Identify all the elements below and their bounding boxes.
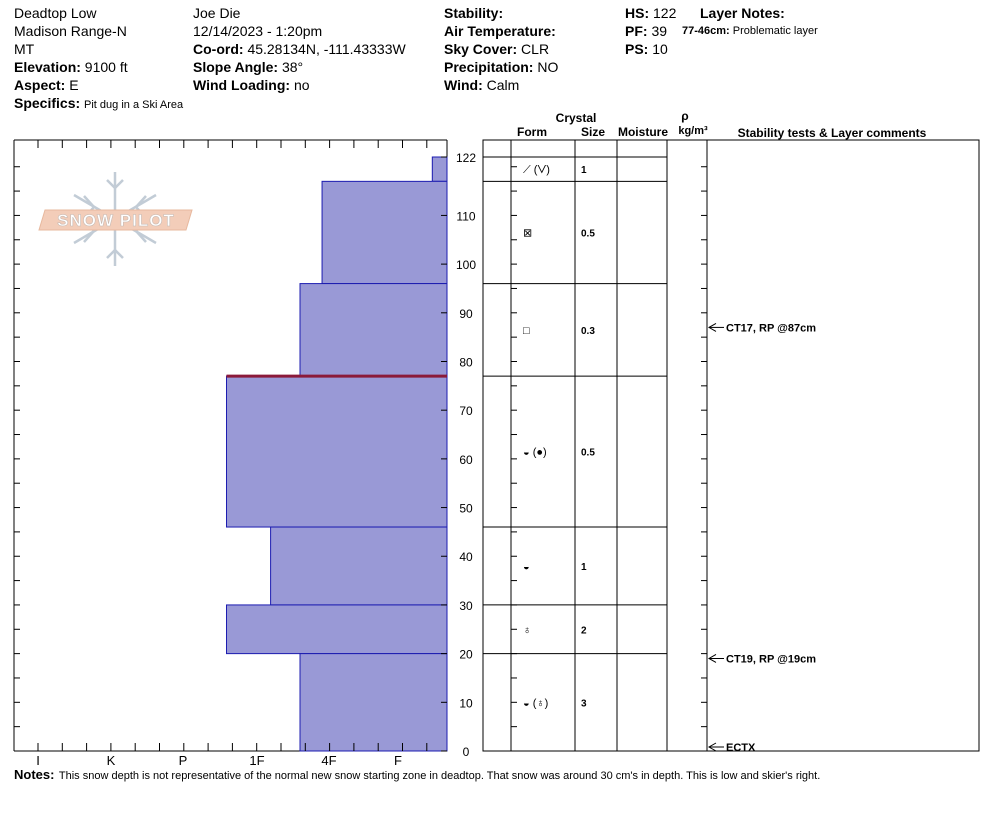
wind-label: Wind: (444, 77, 483, 93)
sky-cover-value: CLR (521, 41, 550, 57)
height-tick-label: 60 (459, 452, 473, 467)
crystal-form-symbol: ◒ (♁) (523, 697, 549, 710)
location-name: Deadtop Low (14, 5, 97, 21)
crystal-size: 1 (581, 165, 587, 177)
moisture-header: Moisture (617, 125, 669, 139)
hardness-bar (432, 157, 447, 181)
size-header: Size (580, 125, 606, 139)
height-tick-label: 30 (459, 598, 473, 613)
crystal-size: 0.3 (581, 325, 595, 337)
crystal-form-symbol: ♁ (523, 624, 532, 637)
notes-label: Notes: (14, 767, 55, 782)
precipitation-label: Precipitation: (444, 59, 534, 75)
air-temp-label: Air Temperature: (444, 23, 556, 39)
crystal-size: 3 (581, 698, 587, 710)
hs-value: 122 (653, 5, 677, 21)
specifics-label: Specifics: (14, 95, 81, 111)
slope-value: 38° (281, 59, 304, 75)
height-tick-label: 100 (455, 258, 477, 273)
precipitation-value: NO (537, 59, 559, 75)
crystal-form-symbol: ◒ (523, 560, 530, 573)
aspect-value: E (69, 77, 79, 93)
hardness-bar (227, 376, 448, 527)
layer-note-range: 77-46cm: (682, 25, 730, 37)
wind-loading-label: Wind Loading: (193, 77, 291, 93)
layer-notes-heading: Layer Notes: (700, 5, 785, 21)
form-header: Form (517, 125, 547, 139)
height-tick-label: 110 (456, 209, 476, 224)
height-tick-label: 70 (459, 404, 473, 419)
elevation-value: 9100 ft (84, 59, 128, 75)
crystal-form-symbol: ◒ (●) (523, 446, 547, 459)
hardness-label: 1F (249, 753, 265, 768)
hardness-label: K (106, 753, 116, 768)
sky-cover-label: Sky Cover: (444, 41, 518, 57)
hardness-label: F (394, 753, 402, 768)
hardness-bar (271, 527, 447, 605)
hs-label: HS: (625, 5, 650, 21)
height-tick-label: 122 (455, 151, 477, 165)
height-tick-label: 50 (459, 501, 473, 516)
wind-loading-value: no (293, 77, 310, 93)
ps-label: PS: (625, 41, 649, 57)
pf-label: PF: (625, 23, 648, 39)
observer-name: Joe Die (193, 5, 241, 21)
logo-text: SNOW PILOT (57, 211, 175, 230)
crystal-form-symbol: ⊠ (523, 227, 533, 240)
crystal-size: 1 (581, 561, 587, 573)
crystal-header: Crystal (555, 111, 597, 125)
coord-value: 45.28134N, -111.43333W (247, 41, 406, 57)
stability-test-label: CT17, RP @87cm (726, 322, 817, 335)
stability-label: Stability: (444, 5, 504, 21)
rho-header: ρ (681, 109, 689, 123)
stability-test-label: ECTX (726, 742, 756, 754)
hardness-label: P (178, 753, 188, 768)
hardness-bar (300, 284, 447, 377)
crystal-form-symbol: ⟋ (⋁) (523, 164, 550, 177)
height-tick-label: 80 (459, 355, 473, 370)
hardness-label: 4F (321, 753, 337, 768)
specifics-value: Pit dug in a Ski Area (84, 99, 184, 111)
coord-label: Co-ord: (193, 41, 244, 57)
density-unit-header: kg/m³ (678, 125, 708, 137)
height-tick-label: 20 (459, 647, 473, 662)
crystal-size: 0.5 (581, 447, 595, 459)
mountain-range: Madison Range-N (14, 23, 127, 39)
notes-text: This snow depth is not representative of the normal new snow starting zone in deadtop. That snow was around 30 cm's in depth. This is low and skier's right. (58, 770, 821, 782)
elevation-label: Elevation: (14, 59, 81, 75)
stability-tests-header: Stability tests & Layer comments (737, 126, 927, 140)
notes-row (14, 766, 984, 784)
wind-value: Calm (486, 77, 520, 93)
crystal-size: 0.5 (581, 228, 595, 240)
height-tick-label: 10 (459, 696, 473, 711)
hardness-bar (300, 654, 447, 751)
crystal-size: 2 (581, 625, 587, 637)
layer-note-text: Problematic layer (732, 25, 818, 37)
height-tick-label: 0 (462, 745, 470, 759)
slope-label: Slope Angle: (193, 59, 279, 75)
crystal-form-symbol: □ (523, 324, 530, 337)
stability-test-label: CT19, RP @19cm (726, 653, 817, 666)
hardness-label: I (36, 753, 40, 768)
pf-value: 39 (651, 23, 668, 39)
state: MT (14, 41, 35, 57)
observation-datetime: 12/14/2023 - 1:20pm (193, 23, 323, 39)
ps-value: 10 (652, 41, 668, 57)
hardness-bar (322, 181, 447, 283)
height-tick-label: 40 (459, 550, 473, 565)
hardness-bar (227, 605, 448, 654)
aspect-label: Aspect: (14, 77, 66, 93)
height-tick-label: 90 (459, 306, 473, 321)
snowpilot-logo (39, 172, 192, 266)
